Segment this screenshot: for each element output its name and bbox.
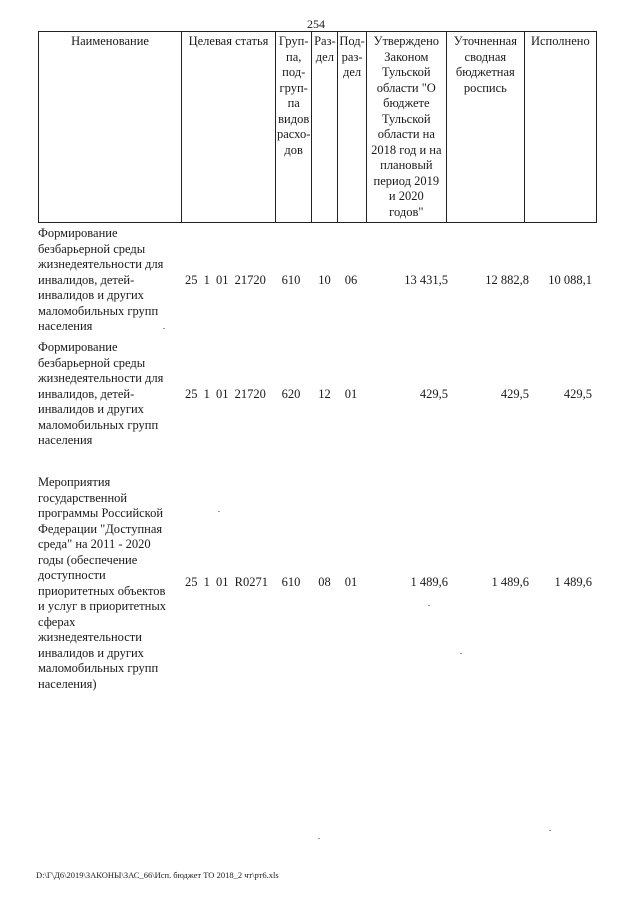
row-subsection: 06	[344, 273, 358, 287]
scan-speck	[318, 838, 320, 839]
header-expense-group: Груп- па, под- груп- па видов расхо- дов	[276, 32, 312, 223]
scan-speck	[428, 605, 430, 606]
header-subsection: Под- раз- дел	[338, 32, 366, 223]
header-specified-budget: Уточненная сводная бюджетная роспись	[446, 32, 524, 223]
row-executed: 1 489,6	[554, 575, 592, 589]
table-header	[38, 31, 597, 223]
row-group: 620	[281, 387, 301, 401]
row-group: 610	[281, 575, 301, 589]
row-specified: 1 489,6	[491, 575, 529, 589]
header-approved: Утверждено Законом Тульской области "О бюджете Тульской области на 2018 год и на плановый период 2019 и 2020 годов"	[366, 32, 446, 223]
header-target-article: Целевая статья	[182, 32, 276, 223]
row-section: 10	[318, 273, 331, 287]
row-specified: 429,5	[500, 387, 529, 401]
row-approved: 1 489,6	[410, 575, 448, 589]
row-subsection: 01	[344, 575, 358, 589]
row-target-code: 25 1 01 21720	[185, 273, 266, 287]
scan-speck	[218, 511, 220, 512]
row-executed: 429,5	[563, 387, 592, 401]
file-path-footer: D:\Г\Д6\2019\ЗАКОНЫ\ЗАС_66\Исп. бюджет ТО 2018_2 чт\рт6.xls	[36, 870, 279, 880]
header-name: Наименование	[39, 32, 182, 223]
row-subsection: 01	[344, 387, 358, 401]
header-executed: Исполнено	[524, 32, 596, 223]
row-group: 610	[281, 273, 301, 287]
row-executed: 10 088,1	[548, 273, 592, 287]
page-number: 254	[307, 17, 325, 31]
scan-speck	[549, 830, 551, 831]
row-target-code: 25 1 01 R0271	[185, 575, 268, 589]
row-section: 12	[318, 387, 331, 401]
scan-speck	[163, 328, 165, 329]
row-name: Формирование безбарьерной среды жизнедеятельности для инвалидов, детей- инвалидов и других маломобильных групп населения	[38, 226, 164, 333]
row-target-code: 25 1 01 21720	[185, 387, 266, 401]
header-section: Раз- дел	[312, 32, 338, 223]
row-name: Формирование безбарьерной среды жизнедеятельности для инвалидов, детей- инвалидов и других маломобильных групп населения	[38, 340, 164, 447]
row-specified: 12 882,8	[485, 273, 529, 287]
row-approved: 429,5	[419, 387, 448, 401]
row-approved: 13 431,5	[404, 273, 448, 287]
scan-speck	[460, 653, 462, 654]
row-section: 08	[318, 575, 331, 589]
row-name: Мероприятия государственной программы Российской Федерации "Доступная среда" на 2011 - 2020 годы (обеспечение доступности приоритетных объектов и услуг в приоритетных сферах жизнедеятельности инвалидов и других маломобильных групп населения)	[38, 475, 167, 691]
